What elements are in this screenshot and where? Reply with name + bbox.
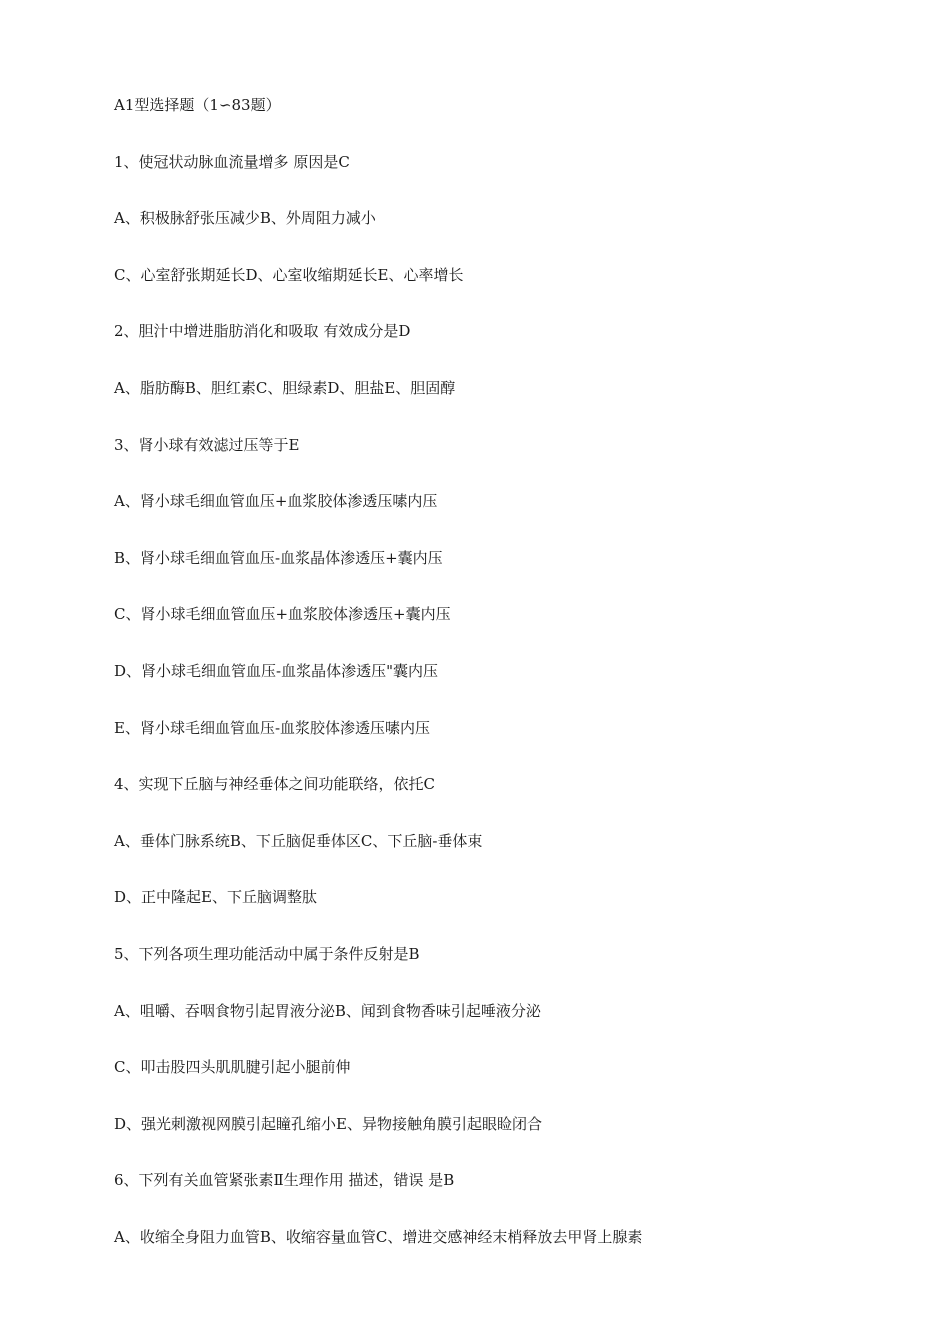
- question-3-option-a: A、肾小球毛细血管血压+血浆胶体渗透压嗉内压: [114, 492, 438, 511]
- question-5-options-a-b: A、咀嚼、吞咽食物引起胃液分泌B、闻到食物香味引起唾液分泌: [114, 1001, 541, 1020]
- section-heading: A1型选择题（1∽83题）: [114, 96, 281, 114]
- question-3-option-e: E、肾小球毛细血管血压-血浆胶体渗透压嗉内压: [114, 718, 431, 737]
- question-1: 1、使冠状动脉血流量增多 原因是C: [114, 152, 350, 171]
- document-body: [114, 94, 914, 1282]
- question-4-options-d-e: D、正中隆起E、下丘脑调整肽: [114, 888, 317, 907]
- question-3-option-d: D、肾小球毛细血管血压-血浆晶体渗透压"囊内压: [114, 661, 438, 680]
- question-5-options-d-e: D、强光刺激视网膜引起瞳孔缩小E、异物接触角膜引起眼睑闭合: [114, 1114, 542, 1133]
- question-5-option-c: C、叩击股四头肌肌腱引起小腿前伸: [114, 1058, 351, 1077]
- question-3-option-c: C、肾小球毛细血管血压+血浆胶体渗透压+囊内压: [114, 605, 451, 624]
- question-2: 2、胆汁中增进脂肪消化和吸取 有效成分是D: [114, 322, 411, 341]
- question-1-options-c-e: C、心室舒张期延长D、心室收缩期延长E、心率增长: [114, 265, 464, 284]
- question-4-options-a-c: A、垂体门脉系统B、下丘脑促垂体区C、下丘脑-垂体束: [114, 831, 483, 850]
- question-4: 4、实现下丘脑与神经垂体之间功能联络，依托C: [114, 775, 436, 794]
- question-3-option-b: B、肾小球毛细血管血压-血浆晶体渗透压+囊内压: [114, 548, 443, 567]
- question-6: 6、下列有关血管紧张素Ⅱ生理作用 描述，错误 是B: [114, 1171, 455, 1190]
- question-2-options: A、脂肪酶B、胆红素C、胆绿素D、胆盐E、胆固醇: [114, 378, 456, 397]
- question-6-options-a-c: A、收缩全身阻力血管B、收缩容量血管C、增进交感神经末梢释放去甲肾上腺素: [114, 1227, 643, 1246]
- question-5: 5、下列各项生理功能活动中属于条件反射是B: [114, 944, 420, 963]
- question-1-options-a-b: A、积极脉舒张压减少B、外周阻力减小: [114, 209, 376, 228]
- question-3: 3、肾小球有效滤过压等于E: [114, 435, 300, 454]
